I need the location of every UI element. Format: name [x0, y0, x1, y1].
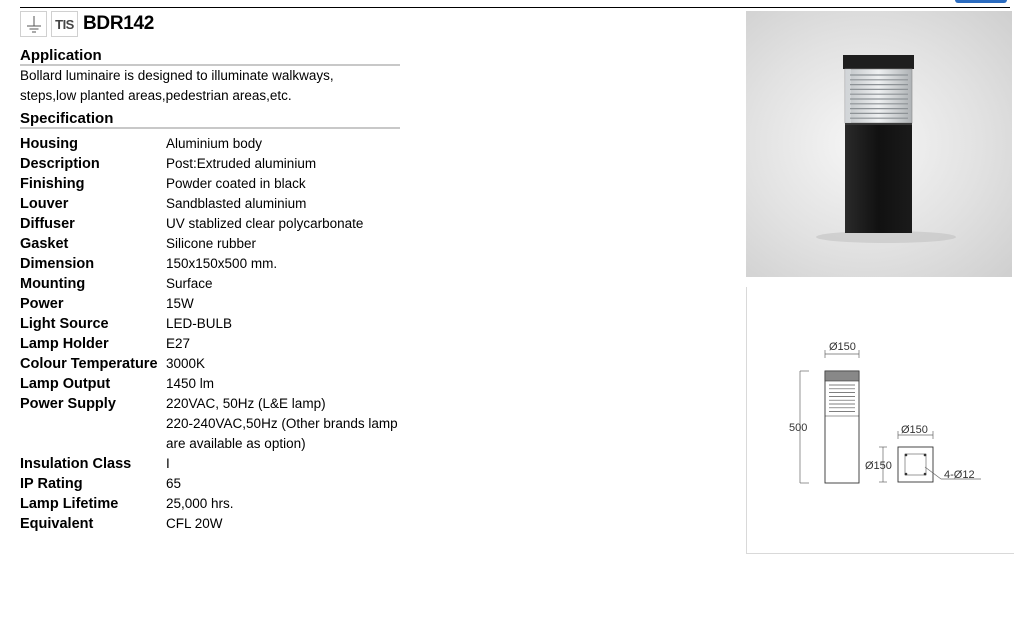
spec-label: Power — [20, 296, 64, 312]
spec-value — [166, 174, 306, 194]
spec-value — [166, 154, 316, 174]
technical-drawing-image — [747, 287, 1014, 553]
plan-width-label: Ø150 — [901, 424, 928, 436]
spec-label: Colour Temperature — [20, 356, 158, 372]
spec-row — [20, 454, 420, 474]
spec-value-line: 150x150x500 mm. — [166, 256, 278, 271]
spec-value — [166, 354, 205, 374]
spec-value — [166, 274, 213, 294]
spec-label: Equivalent — [20, 516, 94, 532]
spec-value — [166, 334, 190, 354]
spec-value — [166, 134, 262, 154]
spec-row — [20, 494, 420, 514]
spec-row — [20, 374, 420, 394]
spec-value-line: 15W — [166, 296, 194, 311]
tis-badge — [51, 11, 78, 37]
spec-value-line: are available as option) — [166, 436, 306, 451]
spec-label: Power Supply — [20, 396, 116, 412]
tis-label: TIS — [55, 16, 74, 32]
spec-label: Lamp Output — [20, 376, 111, 392]
spec-value — [166, 254, 277, 274]
spec-label: Lamp Lifetime — [20, 496, 119, 512]
spec-row — [20, 134, 420, 154]
spec-label: IP Rating — [20, 476, 83, 492]
spec-value-line: E27 — [166, 336, 191, 351]
spec-row — [20, 294, 420, 314]
spec-row — [20, 354, 420, 374]
spec-value-line: 65 — [166, 476, 182, 491]
spec-label: Gasket — [20, 236, 69, 252]
hole-label: 4-Ø12 — [944, 469, 975, 481]
spec-row — [20, 314, 420, 334]
spec-value-line: 25,000 hrs. — [166, 496, 234, 511]
spec-value-line: 220-240VAC,50Hz (Other brands lamp — [166, 416, 398, 431]
application-line: Bollard luminaire is designed to illuminate walkways, — [20, 68, 334, 83]
top-right-tab[interactable] — [955, 0, 1007, 3]
spec-value — [166, 374, 214, 394]
spec-row — [20, 254, 420, 274]
spec-value-line: Aluminium body — [166, 136, 263, 151]
height-label: 500 — [789, 422, 808, 434]
spec-value — [166, 314, 232, 334]
spec-value-line: 1450 lm — [166, 376, 215, 391]
spec-value-line: Sandblasted aluminium — [166, 196, 307, 211]
specification-heading: Specification — [20, 110, 400, 129]
spec-value — [166, 194, 306, 214]
spec-row — [20, 394, 420, 454]
product-model: BDR142 — [83, 13, 155, 34]
spec-value-line: Powder coated in black — [166, 176, 306, 191]
spec-value — [166, 494, 234, 514]
product-header — [20, 11, 154, 37]
dimension-drawing — [746, 287, 1014, 554]
specification-table — [20, 134, 420, 534]
spec-value — [166, 214, 363, 234]
spec-row — [20, 214, 420, 234]
spec-value-line: CFL 20W — [166, 516, 223, 531]
spec-label: Finishing — [20, 176, 85, 192]
spec-label: Lamp Holder — [20, 336, 109, 352]
spec-value — [166, 454, 170, 474]
bollard-photo-image — [746, 11, 1012, 277]
spec-row — [20, 274, 420, 294]
spec-row — [20, 514, 420, 534]
ground-symbol-icon — [24, 14, 44, 34]
application-text — [20, 66, 350, 106]
spec-value-line: Silicone rubber — [166, 236, 257, 251]
plan-depth-label: Ø150 — [865, 460, 892, 472]
application-line: steps,low planted areas,pedestrian areas,etc. — [20, 88, 292, 103]
spec-value — [166, 234, 256, 254]
spec-value-line: Surface — [166, 276, 213, 291]
spec-value-line: LED-BULB — [166, 316, 233, 331]
spec-label: Diffuser — [20, 216, 75, 232]
spec-row — [20, 194, 420, 214]
spec-label: Light Source — [20, 316, 109, 332]
spec-value-line: UV stablized clear polycarbonate — [166, 216, 364, 231]
spec-value-line: Post:Extruded aluminium — [166, 156, 317, 171]
spec-value — [166, 474, 181, 494]
product-photo — [746, 11, 1012, 277]
spec-value-line: 3000K — [166, 356, 206, 371]
spec-row — [20, 234, 420, 254]
spec-value — [166, 394, 398, 454]
spec-row — [20, 174, 420, 194]
spec-label: Mounting — [20, 276, 86, 292]
spec-value-line: I — [166, 456, 170, 471]
width-label: Ø150 — [829, 341, 856, 353]
spec-value — [166, 514, 223, 534]
spec-row — [20, 334, 420, 354]
spec-label: Description — [20, 156, 100, 172]
ground-symbol-badge — [20, 11, 47, 37]
spec-row — [20, 474, 420, 494]
spec-label: Insulation Class — [20, 456, 132, 472]
spec-value — [166, 294, 194, 314]
spec-label: Louver — [20, 196, 69, 212]
spec-label: Housing — [20, 136, 78, 152]
spec-label: Dimension — [20, 256, 95, 272]
spec-row — [20, 154, 420, 174]
spec-value-line: 220VAC, 50Hz (L&E lamp) — [166, 396, 326, 411]
top-rule — [20, 7, 1010, 8]
application-heading: Application — [20, 47, 400, 66]
